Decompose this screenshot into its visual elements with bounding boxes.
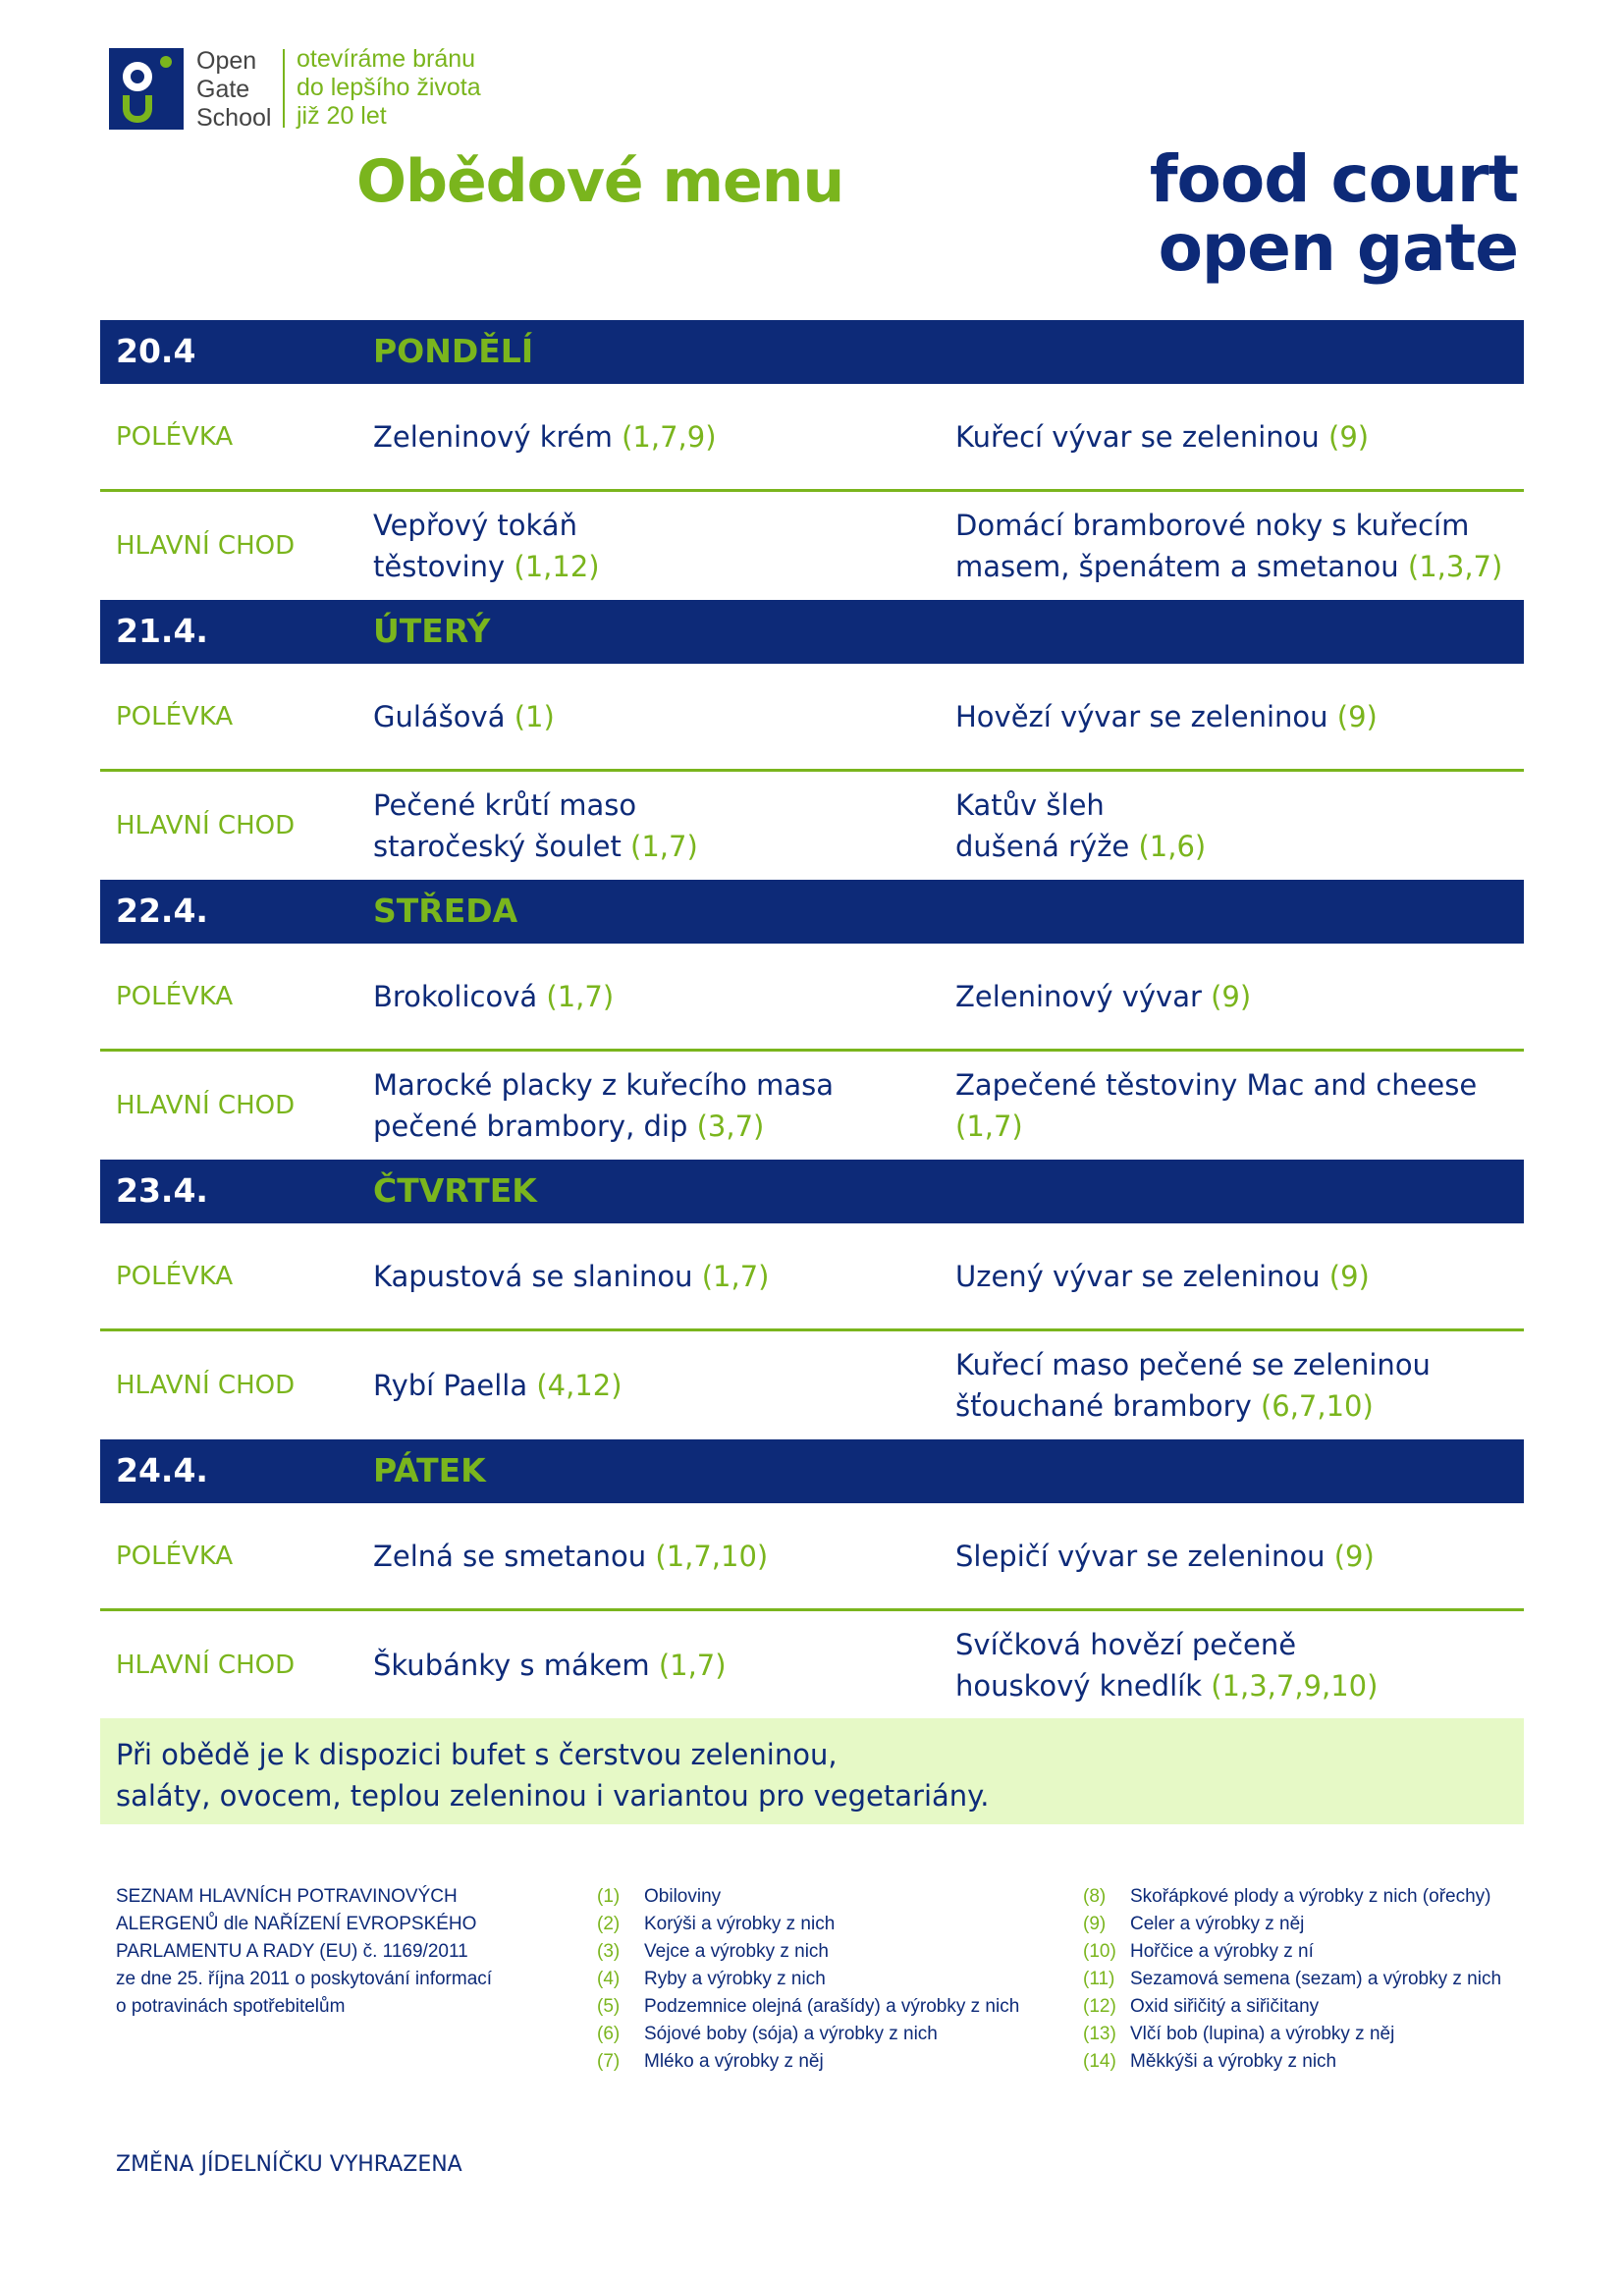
dish-option (373, 416, 923, 458)
dish-option (373, 696, 923, 737)
soup-row (100, 384, 1524, 492)
day-header (100, 600, 1524, 664)
school-logo-mark (109, 48, 184, 130)
allergen-codes: (1,7) (630, 830, 698, 863)
course-label: HLAVNÍ CHOD (116, 1371, 296, 1400)
allergen-item (1083, 1883, 1501, 1911)
allergen-number: (4) (597, 1969, 621, 1989)
allergen-number: (11) (1083, 1969, 1115, 1989)
dish-option (955, 1624, 1525, 1706)
dish-name: Zeleninový krém (373, 419, 623, 454)
dish-name: Kuřecí maso pečené se zeleninou (955, 1348, 1431, 1381)
day-header (100, 320, 1524, 384)
dish-name: staročeský šoulet (373, 830, 631, 863)
menu-change-notice: ZMĚNA JÍDELNÍČKU VYHRAZENA (116, 2152, 462, 2177)
day-date: 22.4. (116, 892, 208, 930)
slogan-line: do lepšího života (297, 74, 481, 101)
food-court-logo (1149, 141, 1518, 286)
day-date: 20.4 (116, 332, 196, 370)
allergen-name: Měkkýši a výrobky z nich (1130, 2051, 1337, 2072)
allergen-codes: (1,7) (955, 1110, 1023, 1143)
dish-option (955, 416, 1525, 458)
day-date: 23.4. (116, 1171, 208, 1210)
dish-name: Domácí bramborové noky s kuřecím (955, 509, 1470, 542)
allergen-item (1083, 2048, 1501, 2076)
course-label: POLÉVKA (116, 981, 234, 1011)
day-name: PÁTEK (373, 1451, 486, 1489)
allergen-codes: (1,6) (1138, 830, 1207, 863)
allergen-codes: (3,7) (696, 1110, 765, 1143)
dish-name: Rybí Paella (373, 1369, 537, 1402)
allergen-name: Ryby a výrobky z nich (644, 1969, 826, 1989)
dish-option (955, 505, 1525, 587)
dish-name: Zelná se smetanou (373, 1539, 656, 1573)
school-name (196, 47, 271, 133)
allergen-item (597, 1993, 1019, 2021)
soup-row (100, 1223, 1524, 1331)
course-label: POLÉVKA (116, 1261, 234, 1291)
dish-option (955, 1064, 1525, 1147)
dish-name: Slepičí vývar se zeleninou (955, 1539, 1334, 1573)
main-course-row (100, 1052, 1524, 1160)
dish-option (373, 1256, 923, 1297)
dish-name: masem, špenátem a smetanou (955, 550, 1408, 583)
allergen-item (597, 1911, 1019, 1938)
allergen-codes: (1,3,7,9,10) (1211, 1669, 1379, 1703)
dish-name: Vepřový tokáň (373, 509, 577, 542)
dish-name: Brokolicová (373, 979, 547, 1013)
allergen-name: Sójové boby (sója) a výrobky z nich (644, 2024, 938, 2044)
allergen-codes: (4,12) (536, 1369, 623, 1402)
allergen-intro-line: ze dne 25. října 2011 o poskytování informací (116, 1969, 493, 1989)
buffet-note (100, 1718, 1524, 1824)
dish-option (955, 1256, 1525, 1297)
allergen-item (597, 1938, 1019, 1966)
allergen-intro-line: o potravinách spotřebitelům (116, 1996, 346, 2017)
brand-line: Gate (196, 76, 250, 103)
weekly-menu (100, 320, 1524, 1719)
allergen-name: Celer a výrobky z něj (1130, 1914, 1305, 1934)
brand-line: Open (196, 47, 257, 75)
dish-option (373, 1536, 923, 1577)
allergen-name: Korýši a výrobky z nich (644, 1914, 836, 1934)
allergen-codes: (9) (1328, 1259, 1370, 1293)
dish-name: Kapustová se slaninou (373, 1259, 702, 1293)
dish-option (373, 785, 923, 867)
allergen-number: (1) (597, 1886, 621, 1907)
allergen-number: (8) (1083, 1886, 1107, 1907)
allergen-codes: (9) (1211, 979, 1252, 1013)
allergen-codes: (1,7) (546, 979, 615, 1013)
dish-option (373, 976, 923, 1017)
course-label: POLÉVKA (116, 421, 234, 452)
soup-row (100, 664, 1524, 772)
dish-name: Zeleninový vývar (955, 979, 1212, 1013)
course-label: POLÉVKA (116, 1541, 234, 1571)
dish-option (955, 1344, 1525, 1427)
course-label: HLAVNÍ CHOD (116, 1091, 296, 1120)
dish-option (955, 1536, 1525, 1577)
day-header (100, 880, 1524, 944)
dish-name: Škubánky s mákem (373, 1649, 659, 1682)
dish-name: Hovězí vývar se zeleninou (955, 699, 1337, 733)
allergen-item (1083, 1966, 1501, 1993)
course-label: HLAVNÍ CHOD (116, 811, 296, 840)
allergen-name: Mléko a výrobky z něj (644, 2051, 824, 2072)
allergen-number: (3) (597, 1941, 621, 1962)
allergen-codes: (6,7,10) (1260, 1389, 1374, 1423)
dish-name: Pečené krůtí maso (373, 788, 637, 822)
allergen-codes: (1,7,10) (655, 1539, 769, 1573)
allergen-item (597, 2021, 1019, 2048)
dish-name: Katův šleh (955, 788, 1105, 822)
day-name: ČTVRTEK (373, 1171, 537, 1210)
allergen-name: Hořčice a výrobky z ní (1130, 1941, 1314, 1962)
dish-name: Zapečené těstoviny Mac and cheese (955, 1068, 1478, 1102)
allergen-codes: (1,7) (701, 1259, 770, 1293)
dish-option (955, 785, 1525, 867)
allergen-name: Podzemnice olejná (arašídy) a výrobky z nich (644, 1996, 1020, 2017)
allergen-codes: (9) (1333, 1539, 1375, 1573)
soup-row (100, 1503, 1524, 1611)
allergen-codes: (1,12) (514, 550, 600, 583)
main-course-row (100, 492, 1524, 600)
logo-divider (283, 49, 285, 128)
allergen-intro-line: PARLAMENTU A RADY (EU) č. 1169/2011 (116, 1941, 468, 1962)
allergen-number: (10) (1083, 1941, 1116, 1962)
day-name: ÚTERÝ (373, 612, 491, 650)
course-label: POLÉVKA (116, 701, 234, 731)
allergen-list-2 (1083, 1883, 1501, 2076)
food-court-line: food court (1149, 141, 1518, 217)
course-label: HLAVNÍ CHOD (116, 1651, 296, 1680)
allergen-codes: (9) (1328, 419, 1370, 454)
food-court-line: open gate (1158, 210, 1518, 286)
main-course-row (100, 772, 1524, 880)
allergen-number: (13) (1083, 2024, 1116, 2044)
slogan (297, 45, 481, 131)
allergen-item (1083, 2021, 1501, 2048)
dish-option (955, 696, 1525, 737)
allergen-name: Oxid siřičitý a siřičitany (1130, 1996, 1320, 2017)
allergen-item (597, 2048, 1019, 2076)
main-course-row (100, 1331, 1524, 1439)
allergen-intro-line: SEZNAM HLAVNÍCH POTRAVINOVÝCH (116, 1886, 458, 1907)
day-name: PONDĚLÍ (373, 332, 534, 370)
dish-name: pečené brambory, dip (373, 1110, 697, 1143)
allergen-item (597, 1966, 1019, 1993)
allergen-codes: (1,3,7) (1407, 550, 1503, 583)
allergen-name: Obiloviny (644, 1886, 722, 1907)
dish-name: houskový knedlík (955, 1669, 1212, 1703)
allergen-item (1083, 1993, 1501, 2021)
dish-name: dušená rýže (955, 830, 1139, 863)
allergen-number: (14) (1083, 2051, 1116, 2072)
allergen-intro (116, 1883, 492, 2021)
dish-option (955, 976, 1525, 1017)
allergen-number: (9) (1083, 1914, 1107, 1934)
main-course-row (100, 1611, 1524, 1719)
day-date: 21.4. (116, 612, 208, 650)
dish-option (373, 1064, 923, 1147)
allergen-name: Vlčí bob (lupina) a výrobky z něj (1130, 2024, 1395, 2044)
dish-name: těstoviny (373, 550, 514, 583)
day-date: 24.4. (116, 1451, 208, 1489)
allergen-number: (7) (597, 2051, 621, 2072)
allergen-item (1083, 1938, 1501, 1966)
slogan-line: již 20 let (297, 102, 387, 130)
allergen-name: Skořápkové plody a výrobky z nich (ořechy) (1130, 1886, 1491, 1907)
allergen-name: Vejce a výrobky z nich (644, 1941, 829, 1962)
brand-line: School (196, 104, 272, 132)
dish-option (373, 505, 923, 587)
day-header (100, 1439, 1524, 1503)
soup-row (100, 944, 1524, 1052)
allergen-item (597, 1883, 1019, 1911)
dish-name: Uzený vývar se zeleninou (955, 1259, 1329, 1293)
allergen-codes: (9) (1336, 699, 1378, 733)
allergen-number: (12) (1083, 1996, 1116, 2017)
dish-name: Svíčková hovězí pečeně (955, 1628, 1297, 1661)
note-line: Při obědě je k dispozici bufet s čerstvou zeleninou, (116, 1738, 838, 1771)
allergen-number: (6) (597, 2024, 621, 2044)
page-title: Obědové menu (356, 147, 844, 216)
day-header (100, 1160, 1524, 1223)
slogan-line: otevíráme bránu (297, 45, 476, 73)
dish-option (373, 1645, 923, 1686)
dish-name: Kuřecí vývar se zeleninou (955, 419, 1328, 454)
allergen-list-1 (597, 1883, 1019, 2076)
allergen-codes: (1,7) (658, 1649, 727, 1682)
allergen-name: Sezamová semena (sezam) a výrobky z nich (1130, 1969, 1502, 1989)
course-label: HLAVNÍ CHOD (116, 531, 296, 561)
day-name: STŘEDA (373, 892, 518, 930)
allergen-codes: (1) (514, 699, 555, 733)
allergen-number: (5) (597, 1996, 621, 2017)
dish-option (373, 1365, 923, 1406)
dish-name: Gulášová (373, 699, 514, 733)
dish-name: šťouchané brambory (955, 1389, 1261, 1423)
allergen-intro-line: ALERGENŮ dle NAŘÍZENÍ EVROPSKÉHO (116, 1914, 477, 1934)
allergen-codes: (1,7,9) (622, 419, 717, 454)
note-line: saláty, ovocem, teplou zeleninou i variantou pro vegetariány. (116, 1779, 990, 1813)
dish-name: Marocké placky z kuřecího masa (373, 1068, 834, 1102)
allergen-item (1083, 1911, 1501, 1938)
allergen-number: (2) (597, 1914, 621, 1934)
